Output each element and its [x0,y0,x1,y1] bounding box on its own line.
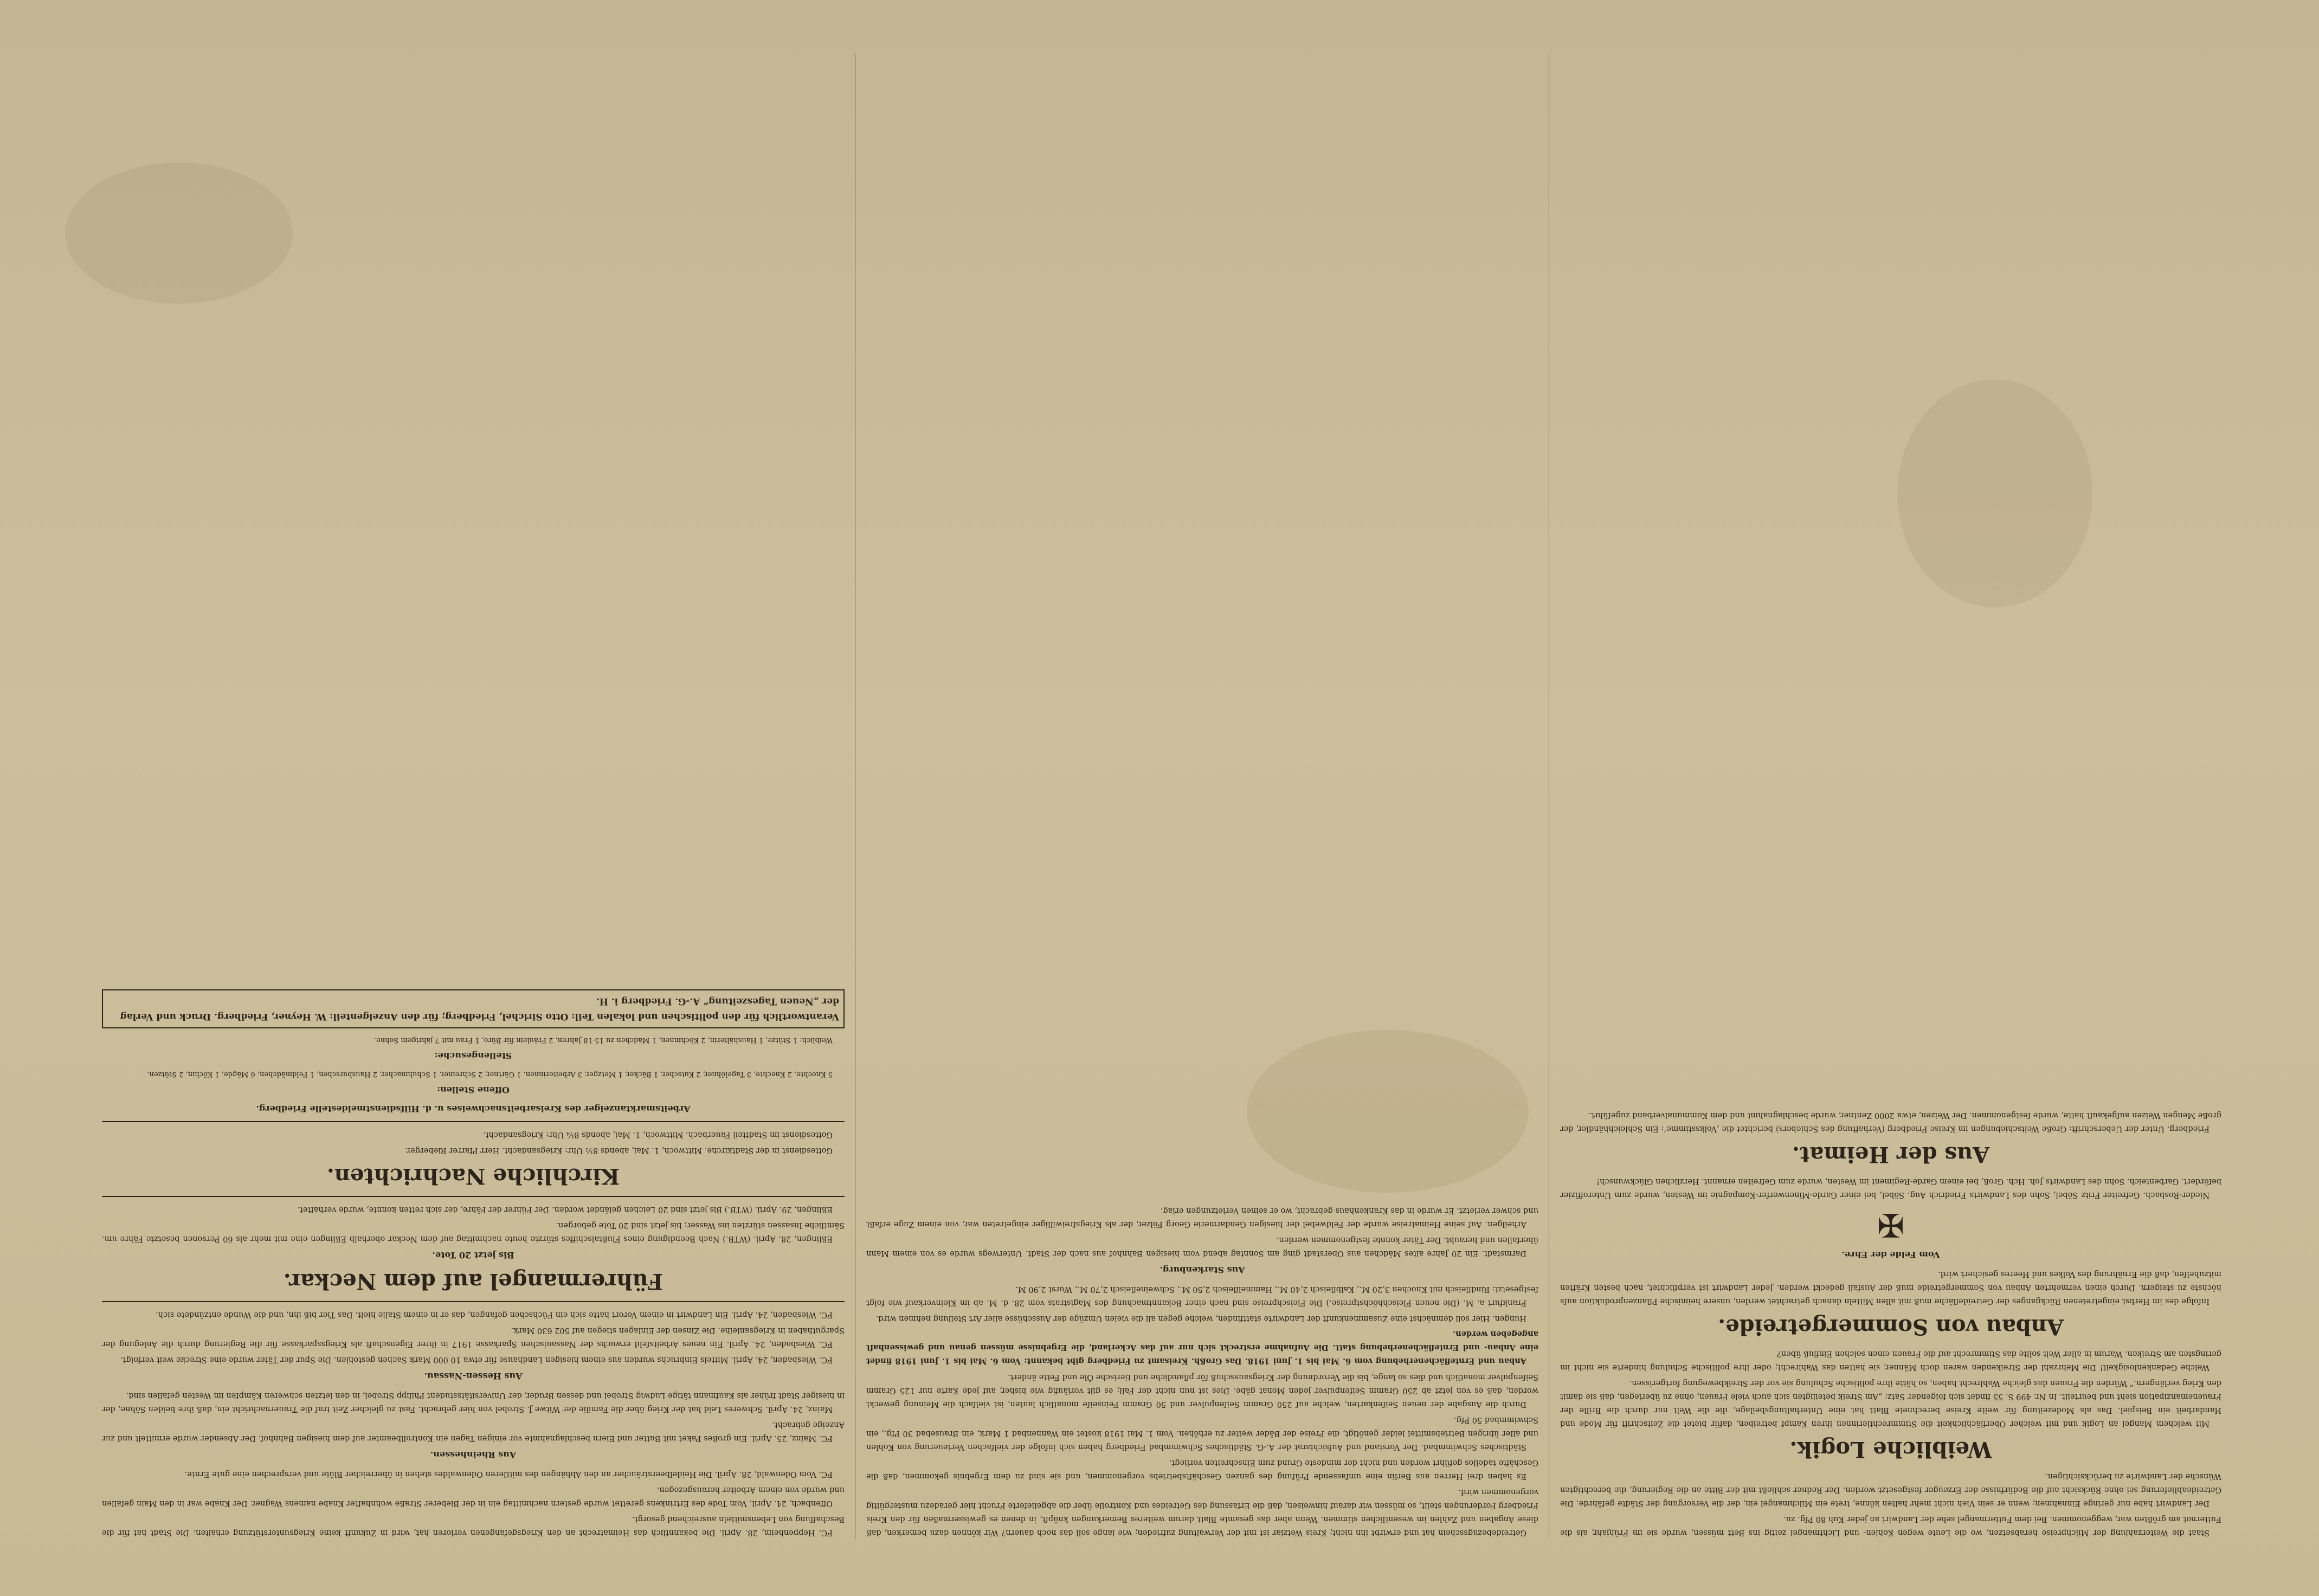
article-paragraph: Durch die Ausgabe der neuen Seifenkarten, welche auf 250 Gramm Seifenpulver und 50 Gramm Feinseife monatlich lauten, ist vielfach die Meinung geweckt worden, daß es von jetzt ab 250 Gramm Seifenpulver jeden Monat gäbe. Dies ist nun nicht der Fall; es gilt vorläufig wie bisher, auf jede Karte nur 125 Gramm Seifenpulver monatlich und dies so lange, bis die Verordnung der Kriegsausschuß für pflanzliche und tierische Öle und Fette ändert. [866,1373,1538,1408]
article-paragraph: Weiblich: 1 Stütze, 1 Haushälterin, 2 Köchinnen, 1 Mädchen zu 15-18 Jahren, 2 Fräulein für Büro, 1 Frau mit 7 jährigem Sohne. [373,1036,833,1044]
section-heading: Aus Hessen-Nassau. [424,1371,523,1381]
article-paragraph: FC. Vom Odenwald, 28. April. Die Heidelbeersträucher an den Abhängen des mittleren Odenwaldes stehen in überreicher Blüte und versprechen eine gute Ernte. [184,1470,833,1478]
article-paragraph: Darmstadt. Ein 20 Jahre altes Mädchen aus Oberstadt ging am Sonntag abend vom hiesigen Bahnhof aus nach der Stadt. Unterwegs wurde es von einem Mann überfallen und beraubt. Der Täter konnte festgenommen werden. [866,1235,1538,1258]
article-paragraph: Friedberg. Unter der Ueberschrift: Große Weltschiebungen im Kreise Friedberg (Verhaftung des Schiebers) berichtet die ‚Volksstimme‘: Ein Schleichhändler, der große Mengen Weizen aufgekauft hatte, wurde festgenommen. Der Weizen, etwa 2000 Zentner, wurde beschlagnahmt und dem Kommunalverband zugeführt. [1560,1111,2221,1133]
section-heading: Aus der Heimat. [1792,1142,1990,1167]
column-3 [102,54,845,1539]
article-paragraph: Offenbach, 24. April. Vom Tode des Ertrinkens gerettet wurde gestern nachmittag ein in der Bieberer Straße wohnhafter Knabe namens Wagner. Der Knabe war in den Main gefallen und wurde von einem Arbeiter herausgezogen. [102,1485,845,1508]
article-paragraph: 5 Knechte, 2 Knechte, 3 Tagelöhner, 2 Kutscher, 1 Bäcker, 1 Metzger, 3 Arbeiterinnen, 1 Gärtner, 2 Schreiner, 1 Schuhmacher, 2 Hausburschen, 1 Feldmädchen, 6 Mägde, 1 Köchin, 2 Stützen. [147,1070,833,1078]
article-paragraph: Anbau und Ernteflächenerhebung vom 6. Mai bis 1. Juni 1918. Das Großh. Kreisamt zu Friedberg gibt bekannt: Vom 6. Mai bis 1. Juni 1918 findet eine Anbau- und Ernteflächenerhebung statt. Die Aufnahme erstreckt sich nur auf das Ackerland, die Ergebnisse müssen genau und gewissenhaft angegeben werden. [866,1329,1538,1366]
article-paragraph: FC. Wiesbaden, 24. April. Ein neues Arbeitsfeld erwuchs der Nassauischen Sparkasse 1917 in ihrer Eigenschaft als Kriegssparkasse für die Regierung durch die Anlegung der Sparguthaben in Kriegsanleihe. Die Zinsen der Einlagen stiegen auf 502 630 Mark. [102,1326,845,1348]
article-paragraph: Städtisches Schwimmbad. Der Vorstand und Aufsichtsrat der A.-G. Städtisches Schwimmbad Friedberg haben sich infolge der vielfachen Verteuerung von Kohlen und aller übrigen Betriebsmittel leider genötigt, die Preise der Bäder weiter zu erhöhen. Vom 1. Mai 1918 kostet ein Wannenbad 1 Mark, ein Brausebad 30 Pfg., ein Schwimmbad 50 Pfg. [866,1415,1538,1451]
column-2 [866,54,1538,1539]
imprint-text: Verantwortlich für den politischen und lokalen Teil: Otto Sirichel, Friedberg; für den Anzeigenteil: W. Heyner, Friedberg. Druck und Verlag der „Neuen Tageszeitung“ A.-G. Friedberg i. H. [120,996,839,1022]
article-paragraph: Arheilgen. Auf seine Heimatreise wurde der Feldwebel der hiesigen Gendarmerie Georg Fölzer, der als Kriegsfreiwilliger eingetreten war, von einem Zuge erfaßt und schwer verletzt. Er wurde in das Krankenhaus gebracht, wo er seinen Verletzungen erlag. [866,1206,1538,1228]
article-paragraph: Infolge des im Herbst eingetretenen Rückganges der Getreidefläche muß mit allen Mitteln danach getrachtet werden, unsere heimische Pflanzenproduktion aufs höchste zu steigern. Durch einen vermehrten Anbau von Sommergetreide muß der Ausfall gedeckt werden. Jeder Landwirt ist verpflichtet, nach besten Kräften mitzuhelfen, daß die Ernährung des Volkes und Heeres gesichert wird. [1560,1270,2221,1305]
article-paragraph: Gottesdienst im Stadtteil Fauerbach. Mittwoch, 1. Mai, abends 8¼ Uhr: Kriegsandacht. [483,1130,833,1139]
article-paragraph: Mit welchem Mangel an Logik und mit welcher Oberflächlichkeit die Stimmrechtlerinnen ihren Kampf betreiben, dafür bietet die Zeitschrift für Mode und Handarbeit ein Beispiel. Das als Modezeitung für weite Kreise berechnete Blatt hat eine Unterhaltungsbeilage, die die Welt nur durch die Brille der Frauenemanzipation sieht und beurteilt. In Nr. 499 S. 55 findet sich folgender Satz: „Am Streik beteiligten sich auch viele Frauen, ohne zu überlegen, daß sie damit den Krieg verlängern.“ Würden die Frauen das gleiche Wahlrecht haben, so hätte ihre politische Schulung sie vor der Streikbewegung fortgerissen. [1560,1379,2221,1428]
article-paragraph: FC. Wiesbaden, 24. April. Ein Landwirt in einem Vorort hatte sich ein Füchschen gefangen, das er in einem Stalle hielt. Das Tier biß ihn, und die Wunde entzündete sich. [156,1310,833,1319]
section-heading: Weibliche Logik. [1789,1437,1992,1462]
section-heading: Arbeitsmarktanzeiger des Kreisarbeitsnachweises u. d. Hilfsdienstmeldestelle Friedberg. [256,1104,691,1114]
article-paragraph: FC. Heppenheim, 28. April. Die bekanntlich das Heimatrecht an den Kriegsgefangenen verloren hat, wird in Zukunft keine Kriegsunterstützung erhalten. Die Stadt hat für die Beschaffung von Lebensmitteln ausreichend gesorgt. [102,1515,845,1537]
article-paragraph: Es haben drei Herren aus Berlin eine umfassende Prüfung des ganzen Geschäftsbetriebs vorgenommen, und sie sind zu dem Ergebnis gekommen, daß die Geschäfte tadellos geführt worden und nicht der mindeste Grund zum Einschreiten vorliegt. [866,1458,1538,1481]
section-heading: Führermangel auf dem Neckar. [283,1269,664,1294]
iron-cross-icon: ✠ [1877,1206,1905,1244]
article-paragraph: Eßlingen, 29. April. (WTB.) Bis jetzt sind 20 Leichen geländet worden. Der Führer der Fähre, der sich retten konnte, wurde verhaftet. [297,1205,833,1214]
section-subheading: Stellengesuche: [434,1051,512,1061]
section-heading: Aus Rheinhessen. [430,1450,517,1460]
article-paragraph: Staat die Weiterzahlung der Milchpreise herabsetzen, wo die Leute wegen Kohlen- und Lichtmangel zeitig ins Bett müssen, wurde sie im Frühjahr, als die Futternot am größten war, weggenommen. Bei dem Futtermangel sehe der Landwirt an jeder Kuh 80 Pfg. zu. [1560,1515,2221,1537]
article-paragraph: Getreidebezugsschein hat und erwirbt ihn nicht; Kreis Wetzlar ist mit der Verwaltung zufrieden; wie lange soll das noch dauern? Wir können dazu bemerken, daß diese Angaben und Zahlen im wesentlichen stimmen. Wenn aber das gesamte Blatt darum weiteres Bemerkungen knüpft, in denen es gewissermaßen für den Kreis Friedberg Forderungen stellt, so müssen wir darauf hinweisen, daß die Erfassung des Getreides und Kontrolle über die abgelieferte Frucht hier geradezu mustergültig vorgenommen wird. [866,1488,1538,1537]
section-heading: Kirchliche Nachrichten. [326,1163,620,1189]
section-heading: Vom Felde der Ehre. [1841,1250,1940,1260]
divider [102,1301,845,1302]
section-subheading: Offene Stellen: [437,1085,510,1095]
article-paragraph: Frankfurt a. M. (Die neuen Fleischhöchstpreise.) Die Fleischpreise sind nach einer Bekanntmachung des Magistrats vom 28. d. M. ab im Kleinverkauf wie folgt festgesetzt: Rindfleisch mit Knochen 3,20 M., Kalbfleisch 2,40 M., Hammelfleisch 2,50 M., Schweinefleisch 2,70 M., Wurst 2,90 M. [866,1285,1538,1307]
article-paragraph: FC. Mainz, 25. April. Ein großes Paket mit Butter und Eiern beschlagnahmte vor einigen Tagen ein Kontrollbeamter auf dem hiesigen Bahnhof. Der Absender wurde ermittelt und zur Anzeige gebracht. [102,1420,845,1443]
article-paragraph: Hungen. Hier soll demnächst eine Zusammenkunft der Landwirte stattfinden, welche gegen all die vielen Umzüge der Ausschüsse aller Art Stellung nehmen wird. [875,1314,1526,1323]
article-paragraph: FC. Wiesbaden, 24. April. Mittels Einbruchs wurden aus einem hiesigen Landhause für etwa 10 000 Mark Sachen gestohlen. Die Spur der Täter wurde eine Strecke weit verfolgt. [120,1355,833,1364]
article-paragraph: Mainz, 24. April. Schweres Leid hat der Krieg über die Familie der Witwe J. Strobel von hier gebracht. Fast zu gleicher Zeit traf die Trauernachricht ein, daß ihre beiden Söhne, der in hiesiger Stadt früher als Kaufmann tätige Ludwig Strobel und dessen Bruder, der Universitätsstudent Philipp Strobel, in den letzten schweren Kämpfen im Westen gefallen sind. [102,1391,845,1413]
article-paragraph: Der Landwirt habe nur geringe Einnahmen; wenn er sein Vieh nicht mehr halten könne, trete ein Milchmangel ein, der die Versorgung der Städte gefährde. Die Getreideablieferung sei ohne Rücksicht auf die Bedürfnisse der Erzeuger festgesetzt worden. Der Redner schließt mit der Bitte an die Regierung, die berechtigten Wünsche der Landwirte zu berücksichtigen. [1560,1472,2221,1508]
article-paragraph: Eßlingen, 28. April. (WTB.) Nach Beendigung eines Flußtalschiffes stürzte heute nachmittag auf dem Neckar oberhalb Eßlingen eine mit mehr als 60 Personen besetzte Fähre um. Sämtliche Insassen stürzten ins Wasser; bis jetzt sind 20 Tote geborgen. [102,1221,845,1243]
section-heading: Aus Starkenburg. [1160,1265,1245,1275]
divider [102,1196,845,1197]
column-1 [1560,54,2221,1539]
section-subheading: Bis jetzt 20 Tote. [432,1250,514,1260]
article-paragraph: Welche Gedankenlosigkeit! Die Mehrzahl der Streikenden waren doch Männer, sie hatten das Wahlrecht; oder ihre politische Schulung hinderte sie nicht im geringsten am Streiken. Warum in aller Welt sollte das Stimmrecht auf die Frauen einen solchen Einfluß üben? [1560,1349,2221,1372]
article-paragraph: Nieder-Rosbach. Gefreiter Fritz Söbel, Sohn des Landwirts Friedrich Aug. Söbel, bei einer Garde-Minenwerfer-Kompagnie im Westen, wurde zum Unteroffizier befördert. Garbenteich. Sohn des Landwirts Joh. Hch. Groß, bei einem Garde-Regiment im Westen, wurde zum Gefreiten ernannt. Herzlichen Glückwunsch! [1560,1177,2221,1199]
imprint-box [102,989,845,1028]
divider [102,1121,845,1122]
section-heading: Anbau von Sommergetreide. [1718,1314,2064,1340]
article-paragraph: Gottesdienst in der Stadtkirche. Mittwoch, 1. Mai, abends 8½ Uhr: Kriegsandacht. Herr Pfarrer Rieberger. [405,1146,833,1155]
